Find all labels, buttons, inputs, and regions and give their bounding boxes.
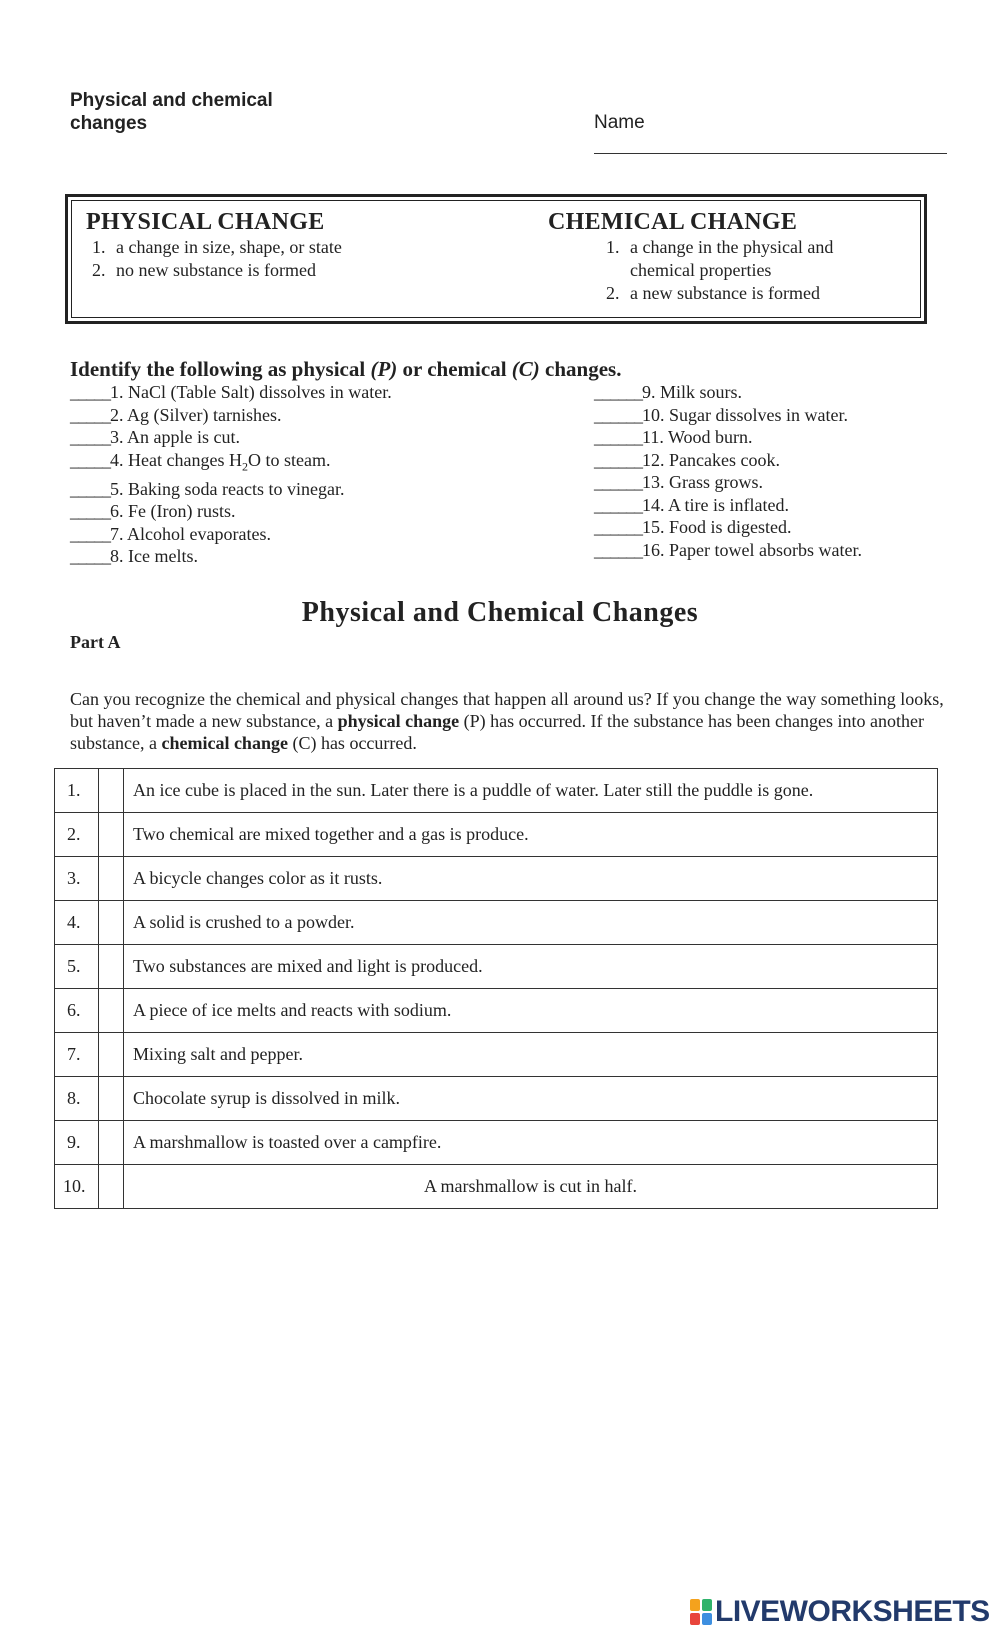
logo-block — [690, 1599, 700, 1611]
item-text: 2. Ag (Silver) tarnishes. — [110, 404, 282, 425]
logo-block — [690, 1613, 700, 1625]
chemical-def-item — [606, 236, 908, 282]
row-number: 5. — [55, 945, 99, 989]
table-row — [55, 1033, 938, 1077]
chemical-def-item — [606, 282, 908, 305]
identify-item — [70, 449, 392, 478]
physical-change-heading: PHYSICAL CHANGE — [86, 209, 325, 235]
name-label: Name — [594, 112, 645, 133]
statement-cell: Chocolate syrup is dissolved in milk. — [124, 1077, 938, 1121]
answer-blank[interactable]: _____ — [70, 546, 110, 567]
row-number: 7. — [55, 1033, 99, 1077]
item-text: 5. Baking soda reacts to vinegar. — [110, 478, 345, 499]
item-text: 6. Fe (Iron) rusts. — [110, 501, 236, 522]
definitions-box — [65, 194, 927, 324]
physical-change-definition — [86, 209, 526, 282]
table-row — [55, 1165, 938, 1209]
statement-cell: An ice cube is placed in the sun. Later there is a puddle of water. Later still the puddle is gone. — [124, 769, 938, 813]
heading-c: (C) — [511, 357, 540, 381]
list-number: 2. — [606, 283, 620, 303]
answer-blank[interactable]: _____ — [70, 449, 110, 470]
intro-text: Can you recognize the chemical and physical changes that happen all around us? If you change the way something looks, but haven’t made a new substance, a — [70, 689, 944, 731]
intro-text: (C) has occurred. — [287, 733, 417, 753]
statement-cell: Two substances are mixed and light is produced. — [124, 945, 938, 989]
answer-blank[interactable]: _____ — [70, 523, 110, 544]
statement-cell: A bicycle changes color as it rusts. — [124, 857, 938, 901]
answer-blank[interactable]: ______ — [594, 382, 642, 402]
chemical-def-text: a new substance is formed — [630, 283, 820, 303]
identify-item — [594, 404, 862, 427]
logo-mark-icon — [690, 1599, 712, 1625]
answer-blank[interactable]: ______ — [594, 427, 642, 447]
identify-heading — [70, 357, 621, 382]
subscript: 2 — [241, 459, 248, 474]
row-number: 6. — [55, 989, 99, 1033]
answer-blank[interactable]: ______ — [594, 517, 642, 537]
table-row — [55, 989, 938, 1033]
answer-cell[interactable] — [99, 769, 124, 813]
identify-item — [70, 545, 392, 568]
answer-cell[interactable] — [99, 857, 124, 901]
heading-text: or chemical — [397, 357, 512, 381]
row-number: 2. — [55, 813, 99, 857]
answer-cell[interactable] — [99, 989, 124, 1033]
identify-item — [594, 381, 862, 404]
logo-block — [702, 1613, 712, 1625]
identify-item — [70, 523, 392, 546]
chemical-change-definition — [548, 209, 908, 305]
answer-blank[interactable]: ______ — [594, 539, 642, 560]
intro-bold: chemical change — [161, 733, 288, 753]
list-number: 1. — [606, 237, 620, 257]
item-text: 12. Pancakes cook. — [642, 449, 780, 470]
item-text: 4. Heat changes H — [110, 449, 242, 470]
statement-cell: A marshmallow is cut in half. — [124, 1165, 938, 1209]
identify-item — [70, 500, 392, 523]
identify-item — [70, 404, 392, 427]
item-text: O to steam. — [247, 449, 331, 470]
item-text: 15. Food is digested. — [642, 517, 792, 537]
identify-item — [594, 494, 862, 517]
answer-blank[interactable]: _____ — [70, 404, 110, 425]
row-number: 10. — [55, 1165, 99, 1209]
section-title: Physical and Chemical Changes — [301, 597, 699, 628]
physical-def-item — [92, 259, 526, 282]
table-row — [55, 945, 938, 989]
answer-blank[interactable]: _____ — [70, 478, 110, 499]
statement-cell: A solid is crushed to a powder. — [124, 901, 938, 945]
identify-right-column — [594, 381, 862, 561]
identify-item — [70, 426, 392, 449]
intro-bold: physical change — [337, 711, 460, 731]
name-field-line[interactable] — [594, 153, 947, 154]
identify-item — [70, 478, 392, 501]
answer-blank[interactable]: _____ — [70, 382, 110, 402]
table-row — [55, 769, 938, 813]
logo-text: LIVEWORKSHEETS — [715, 1595, 990, 1628]
item-text: 11. Wood burn. — [642, 427, 753, 447]
part-a-intro — [70, 688, 950, 754]
answer-cell[interactable] — [99, 813, 124, 857]
table-row — [55, 901, 938, 945]
row-number: 9. — [55, 1121, 99, 1165]
part-a-label: Part A — [70, 632, 121, 652]
worksheet-title: Physical and chemical changes — [70, 90, 273, 134]
list-number: 1. — [92, 237, 106, 257]
logo-block — [702, 1599, 712, 1611]
answer-cell[interactable] — [99, 1033, 124, 1077]
identify-item — [594, 449, 862, 472]
item-text: 9. Milk sours. — [642, 382, 743, 402]
chemical-def-text: a change in the physical and chemical properties — [630, 237, 834, 280]
identify-item — [70, 381, 392, 404]
intro-text: (P) has occurred. If the substance has been changes into another substance, a — [70, 711, 924, 753]
answer-cell[interactable] — [99, 1165, 124, 1209]
statement-cell: A marshmallow is toasted over a campfire. — [124, 1121, 938, 1165]
statement-cell: Mixing salt and pepper. — [124, 1033, 938, 1077]
answer-cell[interactable] — [99, 1121, 124, 1165]
physical-def-item — [92, 236, 526, 259]
row-number: 1. — [55, 769, 99, 813]
table-row — [55, 1121, 938, 1165]
identify-item — [594, 516, 862, 539]
answer-blank[interactable]: ______ — [594, 404, 642, 425]
heading-text: Identify the following as physical — [70, 357, 371, 381]
item-text: 13. Grass grows. — [642, 472, 763, 492]
identify-item — [594, 471, 862, 494]
item-text: 1. NaCl (Table Salt) dissolves in water. — [110, 382, 392, 402]
answer-cell[interactable] — [99, 901, 124, 945]
item-text: 16. Paper towel absorbs water. — [642, 539, 862, 560]
physical-def-text: a change in size, shape, or state — [116, 237, 342, 257]
chemical-change-heading: CHEMICAL CHANGE — [548, 209, 798, 235]
table-row — [55, 1077, 938, 1121]
statement-cell: Two chemical are mixed together and a gas is produce. — [124, 813, 938, 857]
table-row — [55, 813, 938, 857]
item-text: 10. Sugar dissolves in water. — [642, 404, 848, 425]
item-text: 8. Ice melts. — [110, 546, 198, 567]
row-number: 8. — [55, 1077, 99, 1121]
item-text: 14. A tire is inflated. — [642, 494, 789, 515]
answer-blank[interactable]: ______ — [594, 494, 642, 515]
answer-blank[interactable]: ______ — [594, 472, 642, 492]
answer-blank[interactable]: _____ — [70, 501, 110, 522]
liveworksheets-logo[interactable] — [690, 1594, 990, 1630]
identify-left-column — [70, 381, 392, 568]
identify-item — [594, 539, 862, 562]
list-number: 2. — [92, 260, 106, 280]
item-text: 3. An apple is cut. — [110, 427, 240, 447]
answer-cell[interactable] — [99, 1077, 124, 1121]
part-a-table — [54, 768, 938, 1209]
identify-item — [594, 426, 862, 449]
heading-p: (P) — [370, 357, 398, 381]
answer-blank[interactable]: ______ — [594, 449, 642, 470]
answer-cell[interactable] — [99, 945, 124, 989]
physical-def-text: no new substance is formed — [116, 260, 316, 280]
row-number: 4. — [55, 901, 99, 945]
answer-blank[interactable]: _____ — [70, 427, 110, 447]
statement-cell: A piece of ice melts and reacts with sodium. — [124, 989, 938, 1033]
row-number: 3. — [55, 857, 99, 901]
item-text: 7. Alcohol evaporates. — [110, 523, 271, 544]
heading-text: changes. — [539, 357, 622, 381]
table-row — [55, 857, 938, 901]
